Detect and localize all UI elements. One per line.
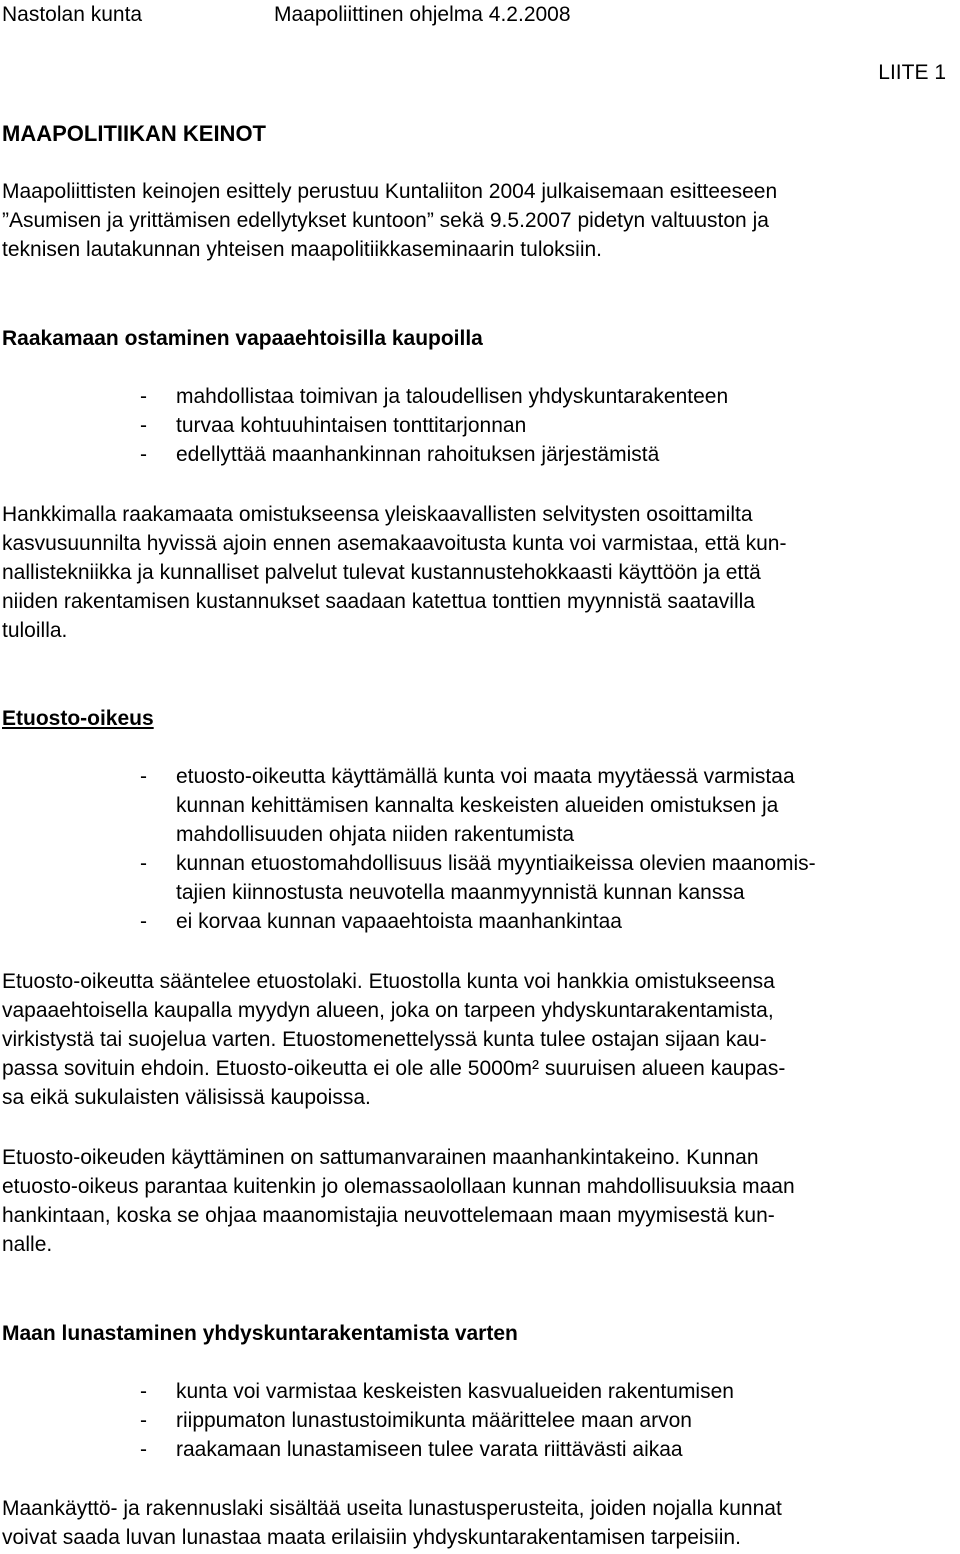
list-item-text: ei korvaa kunnan vapaaehtoista maanhankintaa	[176, 910, 622, 933]
list-item-text: etuosto-oikeutta käyttämällä kunta voi maata myytäessä varmistaa	[176, 765, 795, 788]
list-item-text: mahdollisuuden ohjata niiden rakentumista	[176, 823, 575, 846]
list-item	[140, 1435, 734, 1464]
paragraph-line: teknisen lautakunnan yhteisen maapolitiikkaseminaarin tuloksiin.	[2, 238, 603, 261]
section-heading-etuosto: Etuosto-oikeus	[2, 707, 154, 730]
list-item	[140, 762, 816, 849]
lunastus-bullet-list	[140, 1377, 734, 1464]
etuosto-paragraph-1	[2, 967, 960, 1112]
list-item-text: edellyttää maanhankinnan rahoituksen järjestämistä	[176, 443, 660, 466]
list-item-text: tajien kiinnostusta neuvotella maanmyynnistä kunnan kanssa	[176, 881, 745, 904]
list-item-text: raakamaan lunastamiseen tulee varata riittävästi aikaa	[176, 1438, 683, 1461]
list-item	[140, 849, 816, 907]
intro-paragraph	[2, 177, 960, 264]
paragraph-line: etuosto-oikeus parantaa kuitenkin jo olemassaolollaan kunnan mahdollisuuksia maan	[2, 1175, 795, 1198]
section-heading-lunastus: Maan lunastaminen yhdyskuntarakentamista varten	[2, 1322, 518, 1345]
paragraph-line: virkistystä tai suojelua varten. Etuostomenettelyssä kunta tulee ostajan sijaan kau-	[2, 1028, 767, 1051]
paragraph-line: nalle.	[2, 1233, 53, 1256]
list-item	[140, 411, 728, 440]
raakamaa-paragraph	[2, 500, 960, 645]
lunastus-paragraph	[2, 1494, 960, 1552]
paragraph-line: nallistekniikka ja kunnalliset palvelut tulevat kustannustehokkaasti käyttöön ja että	[2, 561, 761, 584]
list-item	[140, 1377, 734, 1406]
etuosto-paragraph-2	[2, 1143, 960, 1259]
list-item	[140, 907, 816, 936]
list-item-text: mahdollistaa toimivan ja taloudellisen yhdyskuntarakenteen	[176, 385, 729, 408]
list-item	[140, 440, 728, 469]
list-item-text: kunnan etuostomahdollisuus lisää myyntiaikeissa olevien maanomis-	[176, 852, 816, 875]
paragraph-line: Maankäyttö- ja rakennuslaki sisältää useita lunastusperusteita, joiden nojalla kunnat	[2, 1497, 782, 1520]
bullet-dash: -	[140, 1380, 147, 1403]
attachment-label: LIITE 1	[878, 61, 946, 84]
list-item-text: turvaa kohtuuhintaisen tonttitarjonnan	[176, 414, 527, 437]
bullet-dash: -	[140, 443, 147, 466]
paragraph-line: sa eikä sukulaisten välisissä kaupoissa.	[2, 1086, 371, 1109]
paragraph-line: Maapoliittisten keinojen esittely perustuu Kuntaliiton 2004 julkaisemaan esitteeseen	[2, 180, 778, 203]
paragraph-line: niiden rakentamisen kustannukset saadaan katettua tonttien myynnistä saatavilla	[2, 590, 755, 613]
paragraph-line: voivat saada luvan lunastaa maata erilaisiin yhdyskuntarakentamisen tarpeisiin.	[2, 1526, 741, 1549]
bullet-dash: -	[140, 1438, 147, 1461]
paragraph-line: Hankkimalla raakamaata omistukseensa yleiskaavallisten selvitysten osoittamilta	[2, 503, 753, 526]
list-item	[140, 382, 728, 411]
bullet-dash: -	[140, 1409, 147, 1432]
paragraph-line: vapaaehtoisella kaupalla myydyn alueen, joka on tarpeen yhdyskuntarakentamista,	[2, 999, 774, 1022]
paragraph-line: tuloilla.	[2, 619, 68, 642]
header-organization: Nastolan kunta	[2, 3, 143, 26]
paragraph-line: ”Asumisen ja yrittämisen edellytykset kuntoon” sekä 9.5.2007 pidetyn valtuuston ja	[2, 209, 769, 232]
paragraph-line: Etuosto-oikeutta sääntelee etuostolaki. Etuostolla kunta voi hankkia omistukseensa	[2, 970, 775, 993]
list-item	[140, 1406, 734, 1435]
paragraph-line: passa sovituin ehdoin. Etuosto-oikeutta ei ole alle 5000m² suuruisen alueen kaupas-	[2, 1057, 786, 1080]
bullet-dash: -	[140, 414, 147, 437]
raakamaa-bullet-list	[140, 382, 728, 469]
etuosto-bullet-list	[140, 762, 816, 936]
document-title: MAAPOLITIIKAN KEINOT	[2, 121, 266, 146]
paragraph-line: hankintaan, koska se ohjaa maanomistajia neuvottelemaan maan myymisestä kun-	[2, 1204, 775, 1227]
bullet-dash: -	[140, 852, 147, 875]
paragraph-line: Etuosto-oikeuden käyttäminen on sattumanvarainen maanhankintakeino. Kunnan	[2, 1146, 759, 1169]
section-heading-raakamaa: Raakamaan ostaminen vapaaehtoisilla kaupoilla	[2, 327, 483, 350]
paragraph-line: kasvusuunnilta hyvissä ajoin ennen asemakaavoitusta kunta voi varmistaa, että kun-	[2, 532, 787, 555]
list-item-text: kunta voi varmistaa keskeisten kasvualueiden rakentumisen	[176, 1380, 734, 1403]
bullet-dash: -	[140, 910, 147, 933]
page-header	[2, 0, 571, 29]
header-document-title: Maapoliittinen ohjelma 4.2.2008	[274, 3, 571, 26]
bullet-dash: -	[140, 385, 147, 408]
list-item-text: riippumaton lunastustoimikunta määrittelee maan arvon	[176, 1409, 692, 1432]
bullet-dash: -	[140, 765, 147, 788]
list-item-text: kunnan kehittämisen kannalta keskeisten alueiden omistuksen ja	[176, 794, 779, 817]
